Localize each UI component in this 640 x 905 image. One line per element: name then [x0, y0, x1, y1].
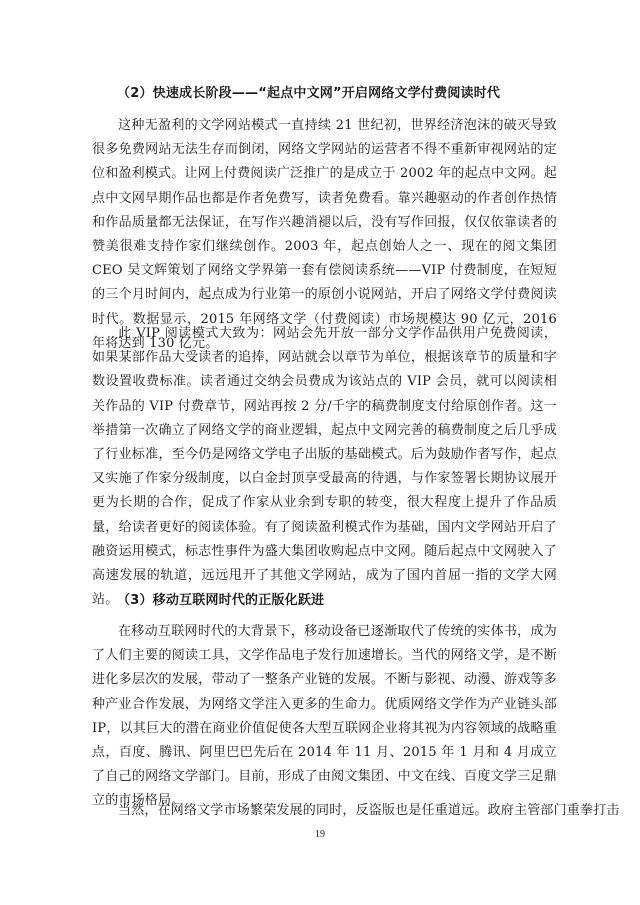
- paragraph-qidian-history: 这种无盈利的文学网站模式一直持续 21 世纪初，世界经济泡沫的破灭导致很多免费网站无法生存而倒闭，网络文学网站的运营者不得不重新审视网站的定位和盈利模式。让网上付费阅读广泛推广的是成立于 2002 年的起点中文网。起点中文网早期作品也都是作者免费写，读者免费看。靠兴趣驱动的作者创作热情和作品质量都无法保证，在写作兴趣消褪以后，没有写作回报，仅仅依靠读者的赞美很难支持作家们继续创作。2003 年，起点创始人之一、现在的阅文集团 CEO 吴文辉策划了网络文学界第一套有偿阅读系统——VIP 付费制度，在短短的三个月时间内，起点成为行业第一的原创小说网站，开启了网络文学付费阅读时代。数据显示，2015 年网络文学（付费阅读）市场规模达 90 亿元，2016 年将达到 130 亿元。: [92, 118, 557, 351]
- page-number: 19: [315, 829, 325, 840]
- paragraph-mobile-internet: 在移动互联网时代的大背景下，移动设备已逐渐取代了传统的实体书，成为了人们主要的阅读工具，文学作品电子发行加速增长。当代的网络文学，是不断进化多层次的发展，带动了一整条产业链的发展。不断与影视、动漫、游戏等多种产业合作发展，为网络文学注入更多的生命力。优质网络文学作为产业链头部 IP，以其巨大的潜在商业价值促使各大型互联网企业将其视为内容领域的战略重点，百度、腾讯、阿里巴巴先后在 2014 年 11 月、2015 年 1 月和 4 月成立了自己的网络文学部门。目前，形成了由阅文集团、中文在线、百度文学三足鼎立的市场格局。: [92, 624, 557, 809]
- paragraph-anti-piracy: 当然，在网络文学市场繁荣发展的同时，反盗版也是任重道远。政府主管部门重拳打击: [118, 803, 620, 818]
- section-heading-fast-growth: （2）快速成长阶段——“起点中文网”开启网络文学付费阅读时代: [117, 86, 501, 101]
- section-heading-mobile-era: （3）移动互联网时代的正版化跃进: [117, 593, 325, 608]
- paragraph-vip-model: 此 VIP 阅读模式大致为：网站会先开放一部分文学作品供用户免费阅读，如果某部作品大受读者的追捧，网站就会以章节为单位，根据该章节的质量和字数设置收费标准。读者通过交纳会员费成为该站点的 VIP 会员，就可以阅读相关作品的 VIP 付费章节，网站再按 2 分/千字的稿费制度支付给原创作者。这一举措第一次确立了网络文学的商业逻辑，起点中文网完善的稿费制度之后几乎成了行业标准，至今仍是网络文学电子出版的基础模式。后为鼓励作者写作，起点又实施了作家分级制度，以白金封顶享受最高的待遇，与作家签署长期协议展开更为长期的合作，促成了作家从业余到专职的转变，很大程度上提升了作品质量，给读者更好的阅读体验。有了阅读盈利模式作为基础，国内文学网站开启了融资运用模式，标志性事件为盛大集团收购起点中文网。随后起点中文网驶入了高速发展的轨道，远远甩开了其他文学网站，成为了国内首屈一指的文学大网站。: [92, 326, 557, 608]
